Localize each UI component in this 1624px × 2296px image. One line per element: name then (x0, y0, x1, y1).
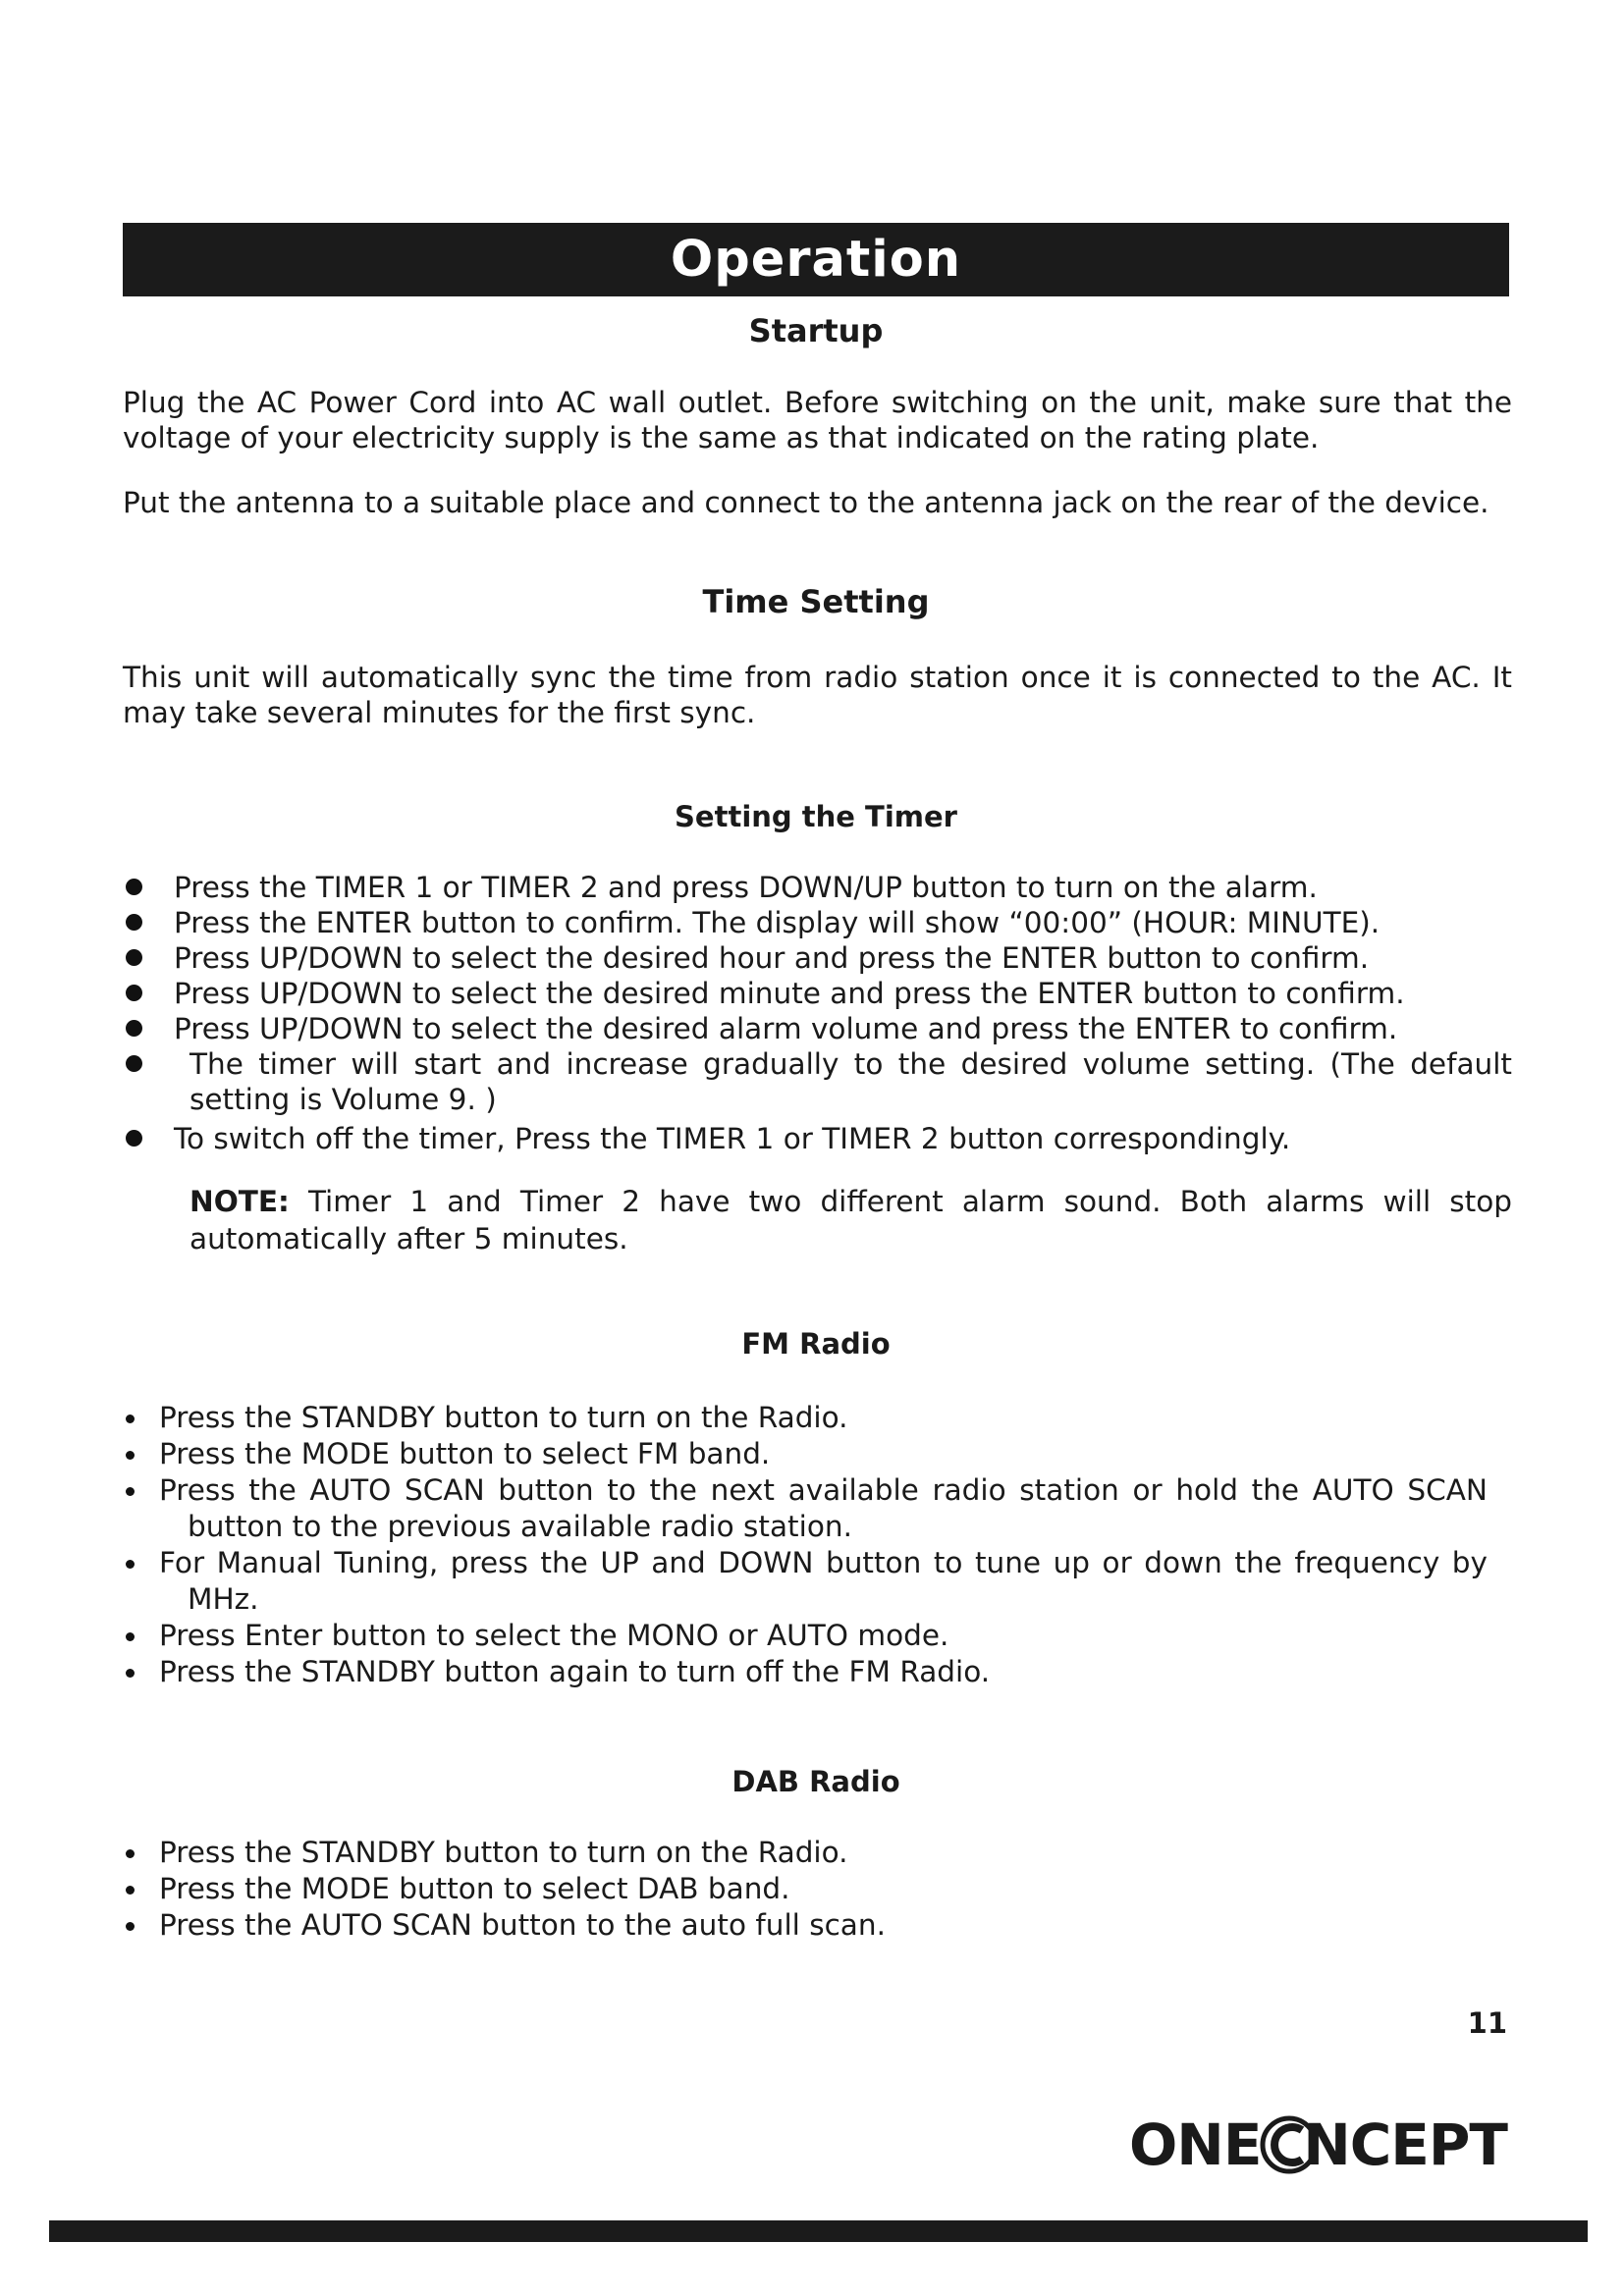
footer-divider (49, 2220, 1588, 2242)
timer-note (189, 1183, 1512, 1257)
bullet-icon (126, 949, 142, 966)
list-item: Press the STANDBY button again to turn off the FM Radio. (123, 1654, 1488, 1690)
bullet-icon (126, 914, 142, 931)
timer-heading: Setting the Timer (675, 800, 957, 833)
list-item: Press the TIMER 1 or TIMER 2 and press DOWN/UP button to turn on the alarm. (123, 870, 1512, 905)
dab-radio-steps-list (123, 1835, 1488, 1944)
startup-paragraph-2: Put the antenna to a suitable place and connect to the antenna jack on the rear of the device. (123, 486, 1489, 519)
list-item: Press the ENTER button to confirm. The display will show “00:00” (HOUR: MINUTE). (123, 905, 1512, 940)
dab-radio-heading: DAB Radio (731, 1765, 900, 1798)
bullet-icon (126, 985, 142, 1001)
bullet-icon (126, 1020, 142, 1037)
list-item: Press UP/DOWN to select the desired alarm volume and press the ENTER to confirm. (123, 1011, 1512, 1046)
page-number: 11 (1467, 2006, 1507, 2040)
timer-steps-list (123, 870, 1512, 1156)
list-item: The timer will start and increase gradually to the desired volume setting. (The default setting is Volume 9. ) (123, 1046, 1512, 1117)
bullet-icon (126, 879, 142, 895)
bullet-icon (126, 1922, 135, 1931)
bullet-icon (126, 1451, 135, 1460)
note-label: NOTE: (189, 1185, 290, 1218)
bullet-icon (126, 1849, 135, 1858)
fm-radio-steps-list (123, 1400, 1488, 1690)
fm-radio-heading: FM Radio (741, 1327, 891, 1361)
bullet-icon (126, 1632, 135, 1641)
logo-text-left: ONE (1129, 2111, 1262, 2178)
bullet-icon (126, 1487, 135, 1496)
startup-paragraph-1: Plug the AC Power Cord into AC wall outlet. Before switching on the unit, make sure that the voltage of your electricity supply is the same as that indicated on the rating plate. (123, 386, 1512, 454)
list-item: Press the STANDBY button to turn on the Radio. (123, 1835, 1488, 1871)
bullet-icon (126, 1886, 135, 1895)
list-item: Press Enter button to select the MONO or AUTO mode. (123, 1618, 1488, 1654)
bullet-icon (126, 1055, 142, 1072)
brand-logo (1129, 2106, 1507, 2184)
bullet-icon (126, 1130, 142, 1147)
time-setting-heading: Time Setting (702, 583, 930, 620)
list-item: Press the STANDBY button to turn on the Radio. (123, 1400, 1488, 1436)
logo-ring-icon (1259, 2112, 1305, 2177)
section-banner (123, 223, 1509, 296)
list-item: Press the AUTO SCAN button to the auto full scan. (123, 1907, 1488, 1944)
list-item: Press the MODE button to select FM band. (123, 1436, 1488, 1472)
logo-text-right: NCEPT (1303, 2111, 1507, 2178)
list-item: Press UP/DOWN to select the desired hour and press the ENTER button to confirm. (123, 940, 1512, 976)
bullet-icon (126, 1560, 135, 1569)
list-item: For Manual Tuning, press the UP and DOWN button to tune up or down the frequency by MHz. (123, 1545, 1488, 1618)
note-text: Timer 1 and Timer 2 have two different alarm sound. Both alarms will stop automatically after 5 minutes. (189, 1185, 1512, 1255)
page-title: Operation (670, 231, 962, 289)
list-item: Press the MODE button to select DAB band. (123, 1871, 1488, 1907)
time-setting-paragraph: This unit will automatically sync the time from radio station once it is connected to the AC. It may take several minutes for the first sync. (123, 661, 1512, 729)
list-item: Press the AUTO SCAN button to the next available radio station or hold the AUTO SCAN button to the previous available radio station. (123, 1472, 1488, 1545)
bullet-icon (126, 1415, 135, 1423)
bullet-icon (126, 1669, 135, 1678)
startup-heading: Startup (748, 312, 884, 349)
list-item: Press UP/DOWN to select the desired minute and press the ENTER button to confirm. (123, 976, 1512, 1011)
list-item: To switch off the timer, Press the TIMER 1 or TIMER 2 button correspondingly. (123, 1121, 1512, 1156)
